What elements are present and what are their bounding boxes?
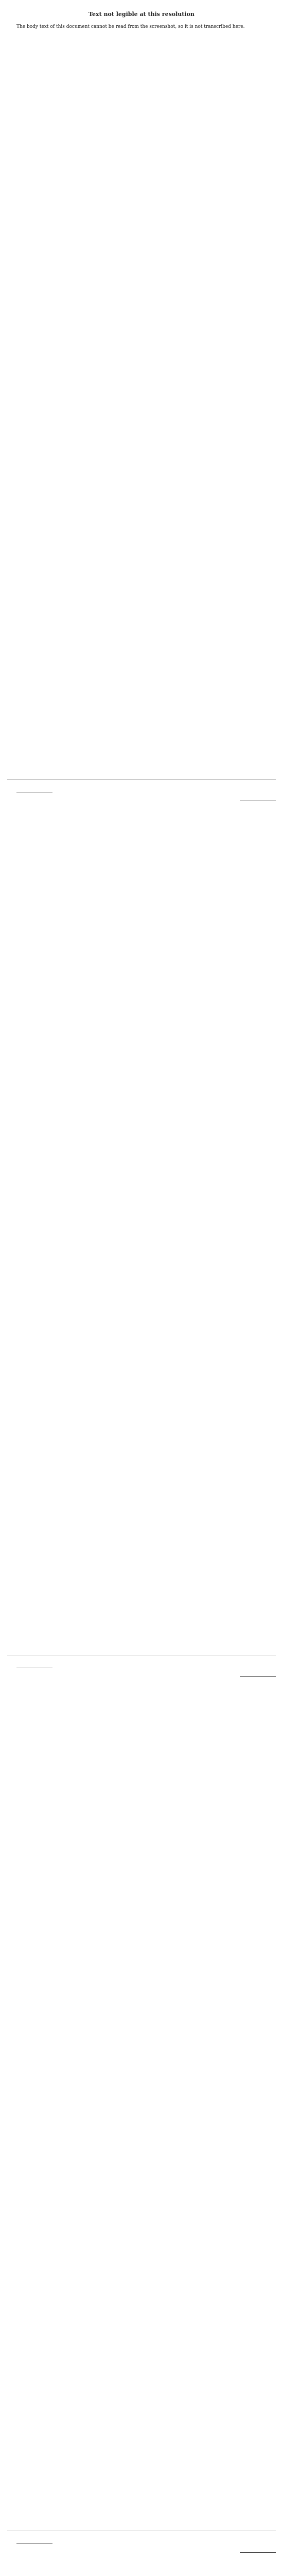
signature-row [7, 2547, 276, 2553]
document-title: Text not legible at this resolution [89, 11, 194, 18]
paragraph [7, 786, 276, 792]
form-1-section [7, 773, 276, 801]
form-3-section [7, 2524, 276, 2553]
signature-blank [240, 795, 276, 801]
paragraph: The body text of this document cannot be read from the screenshot, so it is not transcribed here. [16, 24, 245, 29]
signature-blank [240, 2547, 276, 2553]
signature-row [7, 795, 276, 801]
blank-line [16, 787, 52, 792]
blank-line [16, 2538, 52, 2544]
blank-line [16, 1663, 52, 1668]
paragraph [7, 2537, 276, 2544]
paragraph [7, 1662, 276, 1668]
signature-row [7, 1671, 276, 1677]
document-section [7, 10, 276, 33]
form-2-section [7, 1649, 276, 1677]
signature-blank [240, 1671, 276, 1677]
